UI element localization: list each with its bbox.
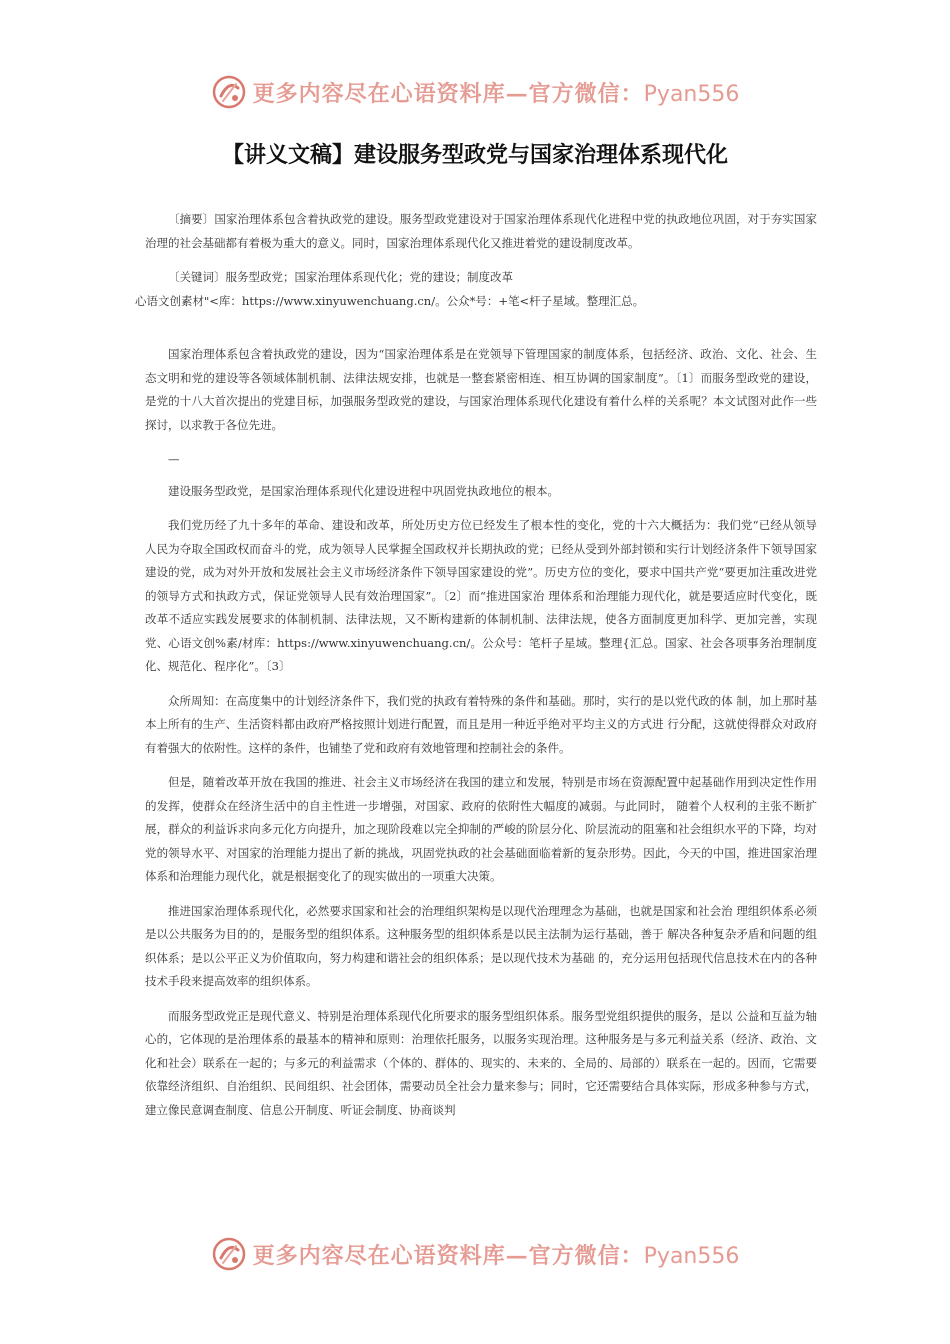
source-note: 心语文创素材"<库：https://www.xinyuwenchuang.cn/。公众*号：+笔<杆子星域。整理汇总。	[135, 293, 645, 308]
brand-logo-icon	[211, 74, 247, 110]
section-marker: —	[168, 452, 180, 466]
brand-logo-icon	[211, 1236, 247, 1272]
document-body	[135, 208, 817, 1133]
document-title: 【讲义文稿】建设服务型政党与国家治理体系现代化	[221, 143, 728, 168]
header-banner	[0, 70, 950, 114]
wechat-id: Pyan556	[643, 1243, 740, 1269]
wechat-id: Pyan556	[643, 81, 740, 107]
body-paragraph: 我们党历经了九十多年的革命、建设和改革，所处历史方位已经发生了根本性的变化，党的十六大概括为：我们党“已经从领导人民为夺取全国政权而奋斗的党，成为领导人民掌握全国政权并长期执政的党；已经从受到外部封锁和实行计划经济条件下领导国家建设的党，成为对外开放和发展社会主义市场经济条件下领导国家建设的党”。历史方位的变化，要求中国共产党“要更加注重改进党的领导方式和执政方式，保证党领导人民有效治理国家”。〔2〕而“推进国家治 理体系和治理能力现代化，就是要适应时代变化，既改革不适应实践发展要求的体制机制、法律法规，又不断构建新的体制机制、法律法规，使各方面制度更加科学、更加完善，实现党、心语文创%素/材库：https://www.xinyuwenchuang.cn/。公众号：笔杆子星域。整理{汇总。国家、社会各项事务治理制度化、规范化、程序化”。〔3〕	[145, 518, 817, 673]
banner-text: 更多内容尽在心语资料库—官方微信：Pyan556	[252, 80, 740, 107]
footer-banner	[0, 1232, 950, 1276]
abstract: 〔摘要〕国家治理体系包含着执政党的建设。服务型政党建设对于国家治理体系现代化进程中党的执政地位巩固，对于夯实国家治理的社会基础都有着极为重大的意义。同时，国家治理体系现代化又推进着党的建设制度改革。	[145, 212, 817, 250]
body-paragraph: 但是，随着改革开放在我国的推进、社会主义市场经济在我国的建立和发展，特别是市场在资源配置中起基础作用到决定性作用的发挥，使群众在经济生活中的自主性进一步增强，对国家、政府的依附性大幅度的减弱。与此同时， 随着个人权利的主张不断扩展，群众的利益诉求向多元化方向提升，加之现阶段难以完全抑制的严峻的阶层分化、阶层流动的阻塞和社会组织水平的下降，均对党的领导水平、对国家的治理能力提出了新的挑战，巩固党执政的社会基础面临着新的复杂形势。因此，今天的中国，推进国家治理体系和治理能力现代化，就是根据变化了的现实做出的一项重大决策。	[145, 775, 817, 883]
body-paragraph: 众所周知：在高度集中的计划经济条件下，我们党的执政有着特殊的条件和基础。那时，实行的是以党代政的体 制，加上那时基本上所有的生产、生活资料都由政府严格按照计划进行配置，而且是用一种近乎绝对平均主义的方式进 行分配，这就使得群众对政府有着强大的依附性。这样的条件，也铺垫了党和政府有效地管理和控制社会的条件。	[145, 693, 817, 755]
body-paragraph: 国家治理体系包含着执政党的建设，因为“国家治理体系是在党领导下管理国家的制度体系，包括经济、政治、文化、社会、生态文明和党的建设等各领域体制机制、法律法规安排，也就是一整套紧密相连、相互协调的国家制度”。〔1〕而服务型政党的建设，是党的十八大首次提出的党建目标，加强服务型政党的建设，与国家治理体系现代化建设有着什么样的关系呢？本文试图对此作一些探讨，以求教于各位先进。	[145, 347, 817, 432]
body-paragraph: 而服务型政党正是现代意义、特别是治理体系现代化所要求的服务型组织体系。服务型党组织提供的服务，是以 公益和互益为轴心的，它体现的是治理体系的最基本的精神和原则：治理依托服务，以服务实现治理。这种服务是与多元利益关系（经济、政治、文化和社会）联系在一起的；与多元的利益需求（个体的、群体的、现实的、未来的、全局的、局部的）联系在一起的。因而，它需要依靠经济组织、自治组织、民间组织、社会团体，需要动员全社会力量来参与；同时，它还需要结合具体实际，形成多种参与方式，建立像民意调查制度、信息公开制度、听证会制度、协商谈判	[145, 1008, 817, 1117]
body-paragraph: 推进国家治理体系现代化，必然要求国家和社会的治理组织架构是以现代治理理念为基础，也就是国家和社会治 理组织体系必须是以公共服务为目的的，是服务型的组织体系。这种服务型的组织体系是以民主法制为运行基础，善于 解决各种复杂矛盾和问题的组织体系；是以公平正义为价值取向，努力构建和谐社会的组织体系；是以现代技术为基础 的，充分运用包括现代信息技术在内的各种技术手段来提高效率的组织体系。	[145, 903, 817, 988]
body-paragraph: 建设服务型政党，是国家治理体系现代化建设进程中巩固党执政地位的根本。	[168, 483, 559, 498]
banner-text: 更多内容尽在心语资料库—官方微信：Pyan556	[252, 1242, 740, 1269]
keywords: 〔关键词〕服务型政党；国家治理体系现代化；党的建设；制度改革	[168, 270, 513, 284]
